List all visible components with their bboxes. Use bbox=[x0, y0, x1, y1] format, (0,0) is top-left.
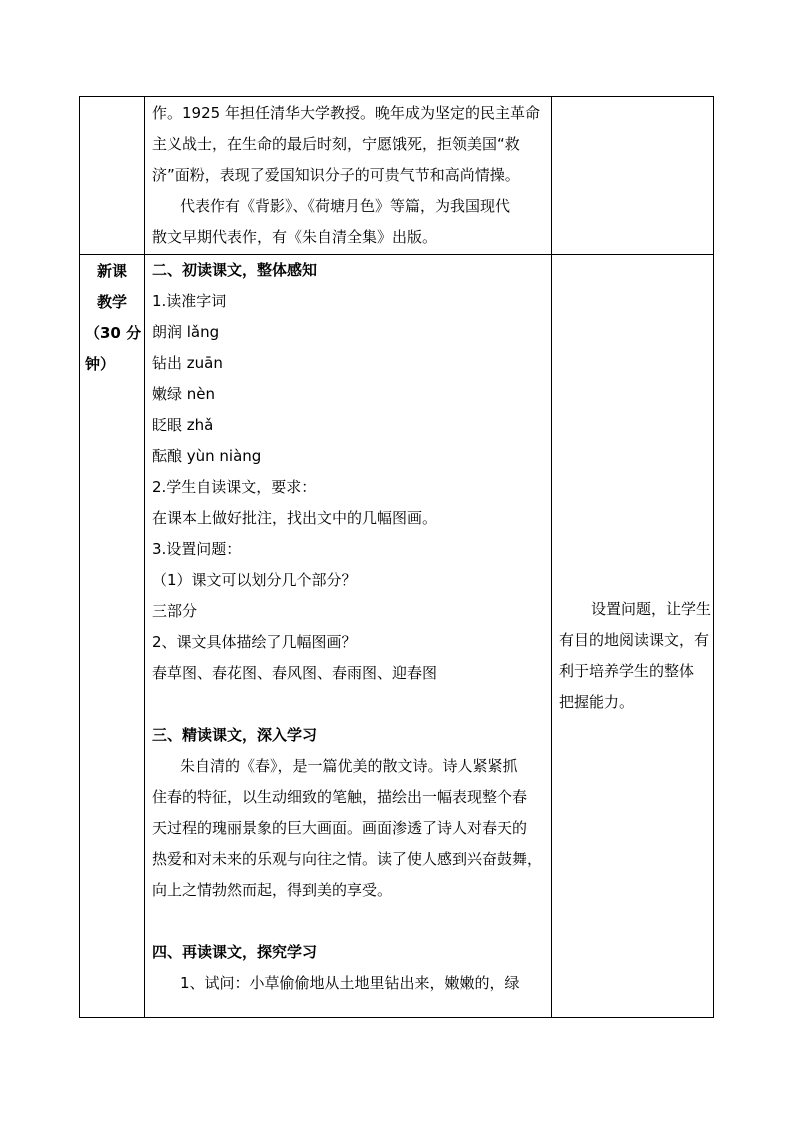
section3-line: 朱自清的《春》，是一篇优美的散文诗。诗人紧紧抓 bbox=[180, 757, 518, 775]
question-1: （1）课文可以划分几个部分？ bbox=[152, 571, 357, 589]
question-2: 2、课文具体描绘了几幅图画？ bbox=[152, 633, 357, 651]
section-label-cell bbox=[80, 255, 145, 1018]
main-content-cell bbox=[145, 255, 552, 1018]
section-label-line: 教学 bbox=[96, 293, 127, 311]
section3-line: 向上之情勃然而起，得到美的享受。 bbox=[152, 881, 393, 899]
questions-heading: 3.设置问题： bbox=[152, 540, 242, 558]
word-item: 眨眼 zhǎ bbox=[152, 416, 214, 434]
table-row-intro bbox=[80, 97, 714, 255]
intro-line: 散文早期代表作，有《朱自清全集》出版。 bbox=[152, 228, 438, 246]
answer-1: 三部分 bbox=[152, 602, 198, 620]
lesson-plan-table bbox=[79, 96, 714, 1018]
word-item: 酝酿 yùn niàng bbox=[152, 447, 262, 465]
self-read-heading: 2.学生自读课文，要求： bbox=[152, 478, 317, 496]
section2-title: 二、初读课文，整体感知 bbox=[152, 261, 318, 279]
section3-line: 热爱和对未来的乐观与向往之情。读了使人感到兴奋鼓舞， bbox=[152, 850, 543, 868]
note-line: 设置问题，让学生 bbox=[591, 600, 712, 618]
table-row-new-lesson bbox=[80, 255, 714, 1018]
section-label-line: 新课 bbox=[96, 262, 127, 280]
intro-line: 主义战士，在生命的最后时刻，宁愿饿死，拒领美国“救 bbox=[152, 135, 520, 153]
intro-line: 济”面粉，表现了爱国知识分子的可贵气节和高尚情操。 bbox=[152, 166, 520, 184]
section-label-line: 钟） bbox=[85, 355, 116, 373]
teaching-note-cell bbox=[552, 255, 714, 1018]
word-item: 朗润 lǎng bbox=[152, 323, 220, 341]
note-line: 有目的地阅读课文，有 bbox=[559, 631, 710, 649]
section4-line: 1、试问：小草偷偷地从土地里钻出来，嫩嫩的，绿 bbox=[180, 974, 520, 992]
section3-line: 住春的特征，以生动细致的笔触，描绘出一幅表现整个春 bbox=[152, 788, 528, 806]
self-read-requirement: 在课本上做好批注，找出文中的几幅图画。 bbox=[152, 509, 438, 527]
note-cell-empty bbox=[552, 97, 714, 255]
section3-line: 天过程的瑰丽景象的巨大画面。画面渗透了诗人对春天的 bbox=[152, 819, 528, 837]
intro-line: 代表作有《背影》、《荷塘月色》等篇，为我国现代 bbox=[180, 197, 511, 215]
answer-2: 春草图、春花图、春风图、春雨图、迎春图 bbox=[152, 664, 438, 682]
intro-content-cell bbox=[145, 97, 552, 255]
word-item: 钻出 zuān bbox=[152, 354, 223, 372]
section3-title: 三、精读课文，深入学习 bbox=[152, 726, 318, 744]
section4-title: 四、再读课文，探究学习 bbox=[152, 943, 318, 961]
read-words-heading: 1.读准字词 bbox=[152, 292, 227, 310]
intro-line: 作。1925 年担任清华大学教授。晚年成为坚定的民主革命 bbox=[152, 104, 540, 122]
label-cell-empty bbox=[80, 97, 145, 255]
note-line: 利于培养学生的整体 bbox=[559, 662, 695, 680]
word-item: 嫩绿 nèn bbox=[152, 385, 216, 403]
section-label-line: （30 分 bbox=[85, 324, 142, 342]
note-line: 把握能力。 bbox=[559, 693, 635, 711]
